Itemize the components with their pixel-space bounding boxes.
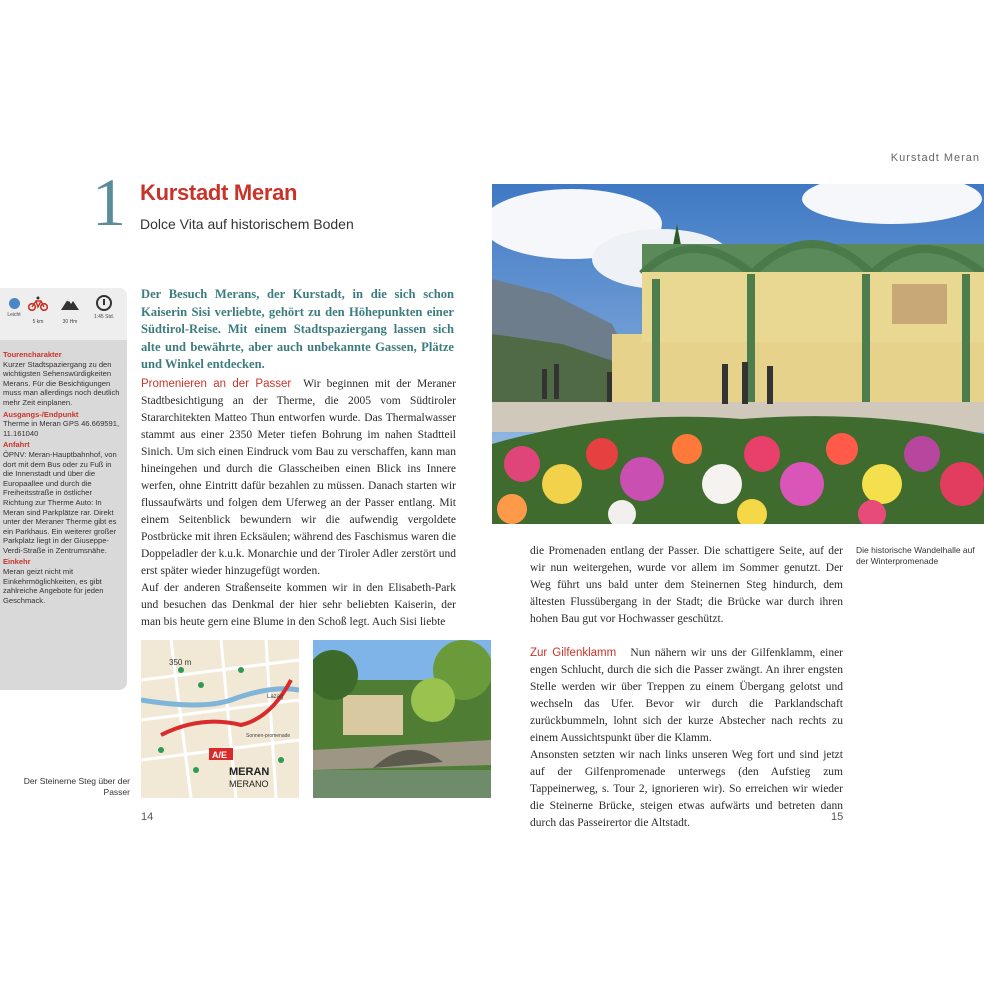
chapter-subtitle: Dolce Vita auf historischem Boden <box>140 216 354 232</box>
map-label-meran: MERAN <box>229 766 270 778</box>
info-section-text: ÖPNV: Meran-Hauptbahnhof, von dort mit dem Bus oder zu Fuß in die Innenstadt und über die Europaallee und durch die Freiheitsstraße in östlicher Richtung zur Therme Auto: In Meran sind Parkplätze rar. Direkt unter der Meraner Therme gibt es ein Parkhaus. Ein weiterer großer Parkplatz liegt in der Giuseppe-Verdi-Straße in Zentrumsnähe. <box>3 449 117 555</box>
left-text-column <box>141 376 456 631</box>
info-section-text: Kurzer Stadtspaziergang zu den wichtigsten Sehenswürdigkeiten Merans. Für die Besichtigungen muss man allerdings noch deutlich mehr Zeit einplanen. <box>3 359 120 407</box>
page-number-left: 14 <box>141 811 154 823</box>
page-number-right: 15 <box>831 811 844 823</box>
map-label-merano: MERANO <box>229 779 269 789</box>
body-paragraph: Auf der anderen Straßenseite kommen wir in den Elisabeth-Park und besuchen das Denkmal der hier sehr beliebten Kaiserin, der man bis heute gern eine Blume in den Schoß legt. Auch Sisi liebte <box>141 582 456 628</box>
bike-icon <box>28 296 48 311</box>
elevation-label: 30 Hm <box>62 319 78 325</box>
elevation-icon <box>60 296 80 311</box>
body-paragraph: Nun nähern wir uns der Gilfenklamm, einer engen Schlucht, durch die sich die Passer zwängt. An ihrer engsten Stelle werden wir über Treppen zu einem Übergang gelotst und wechseln das Ufer. Bevor wir durch die Parklandschaft zurückbummeln, lohnt sich der kurze Abstecher nach rechts zu einem Aussichtspunkt über die Klamm. <box>530 647 843 744</box>
map-route-badge: A/E <box>212 750 228 760</box>
map-street-label: Sonnen-promenade <box>246 733 291 739</box>
duration-stat <box>90 294 118 320</box>
body-paragraph: die Promenaden entlang der Passer. Die schattigere Seite, auf der wir nun weitergehen, wurde vor allem im Sommer genutzt. Der Weg führt uns bald unter dem Steinernen Steg hindurch, dem ältesten Flussübergang in der Stadt; die Brücke war durch ihren hohen Bau gut vor Hochwasser geschützt. <box>530 545 843 625</box>
tour-info-box <box>0 288 127 690</box>
chapter-title: Kurstadt Meran <box>140 180 298 205</box>
tour-info-text <box>3 350 121 607</box>
info-section-text: Therme in Meran GPS 46.669591, 11.161040 <box>3 419 120 438</box>
wandelhalle-illustration <box>492 184 984 524</box>
intro-paragraph: Der Besuch Merans, der Kurstadt, in die sich schon Kaiserin Sisi verliebte, gehört zu den Höhepunkten einer Südtirol-Reise. Mit einem Stadtspaziergang lassen sich alte und bewährte, aber auch unbekannte Gassen, Plätze und Winkel entdecken. <box>141 287 454 372</box>
map-street-label: Lazag <box>267 694 284 700</box>
info-section-title: Einkehr <box>3 557 31 567</box>
clock-icon <box>96 295 112 311</box>
bridge-photo-caption: Der Steinerne Steg über der Passer <box>23 776 130 797</box>
difficulty-label: Leicht <box>7 312 21 318</box>
subheading-promenade: Promenieren an der Passer <box>141 378 292 390</box>
map-scale: 350 m <box>169 658 192 667</box>
main-photo-wandelhalle <box>492 184 984 524</box>
distance-label: 5 km <box>32 319 44 325</box>
tour-stats-bar <box>0 288 127 340</box>
duration-label: 1:45 Std. <box>93 314 114 320</box>
bridge-photo <box>313 640 491 798</box>
running-title: Kurstadt Meran <box>890 152 980 164</box>
info-section-title: Anfahrt <box>3 440 30 450</box>
distance-stat <box>24 294 52 325</box>
body-paragraph: Wir beginnen mit der Meraner Stadtbesichtigung an der Therme, die 2005 vom Südtiroler Stararchitekten Matteo Thun entworfen wurde. Das Thermalwasser stammt aus einer 2350 Meter tiefen Bohrung im nahen Stadtteil Sinich. Um sich einen Eindruck vom Bau zu verschaffen, kann man hineingehen und durch die Glasscheiben einen Blick ins Innere werfen, ohne Eintritt dafür bezahlen zu müssen. Danach starten wir flussaufwärts und folgen dem Uferweg an der Passer entlang. Mit einem Seitenblick bewundern wir die aufwendig vergoldete Postbrücke mit ihren Ecksäulen; während des Faschismus waren die Doppeladler der k.u.k. Monarchie und der Tiroler Adler zerstört und erst später wieder hinzugefügt worden. <box>141 378 456 577</box>
city-map-illustration <box>141 640 299 798</box>
steinerner-steg-illustration <box>313 640 491 798</box>
body-paragraph: Ansonsten setzten wir nach links unseren Weg fort und sind jetzt auf der Gilfenpromenade unterwegs (den Aufstieg zum Tappeinerweg, s. Tour 2, ignorieren wir). So erreichen wir wieder die Steinerne Brücke, steigen etwas aufwärts und betreten dann durch das Passeirertor die Altstadt. <box>530 749 843 829</box>
info-section-title: Ausgangs-/Endpunkt <box>3 409 79 419</box>
route-map <box>141 640 299 798</box>
difficulty-dot-icon <box>9 298 20 309</box>
right-text-column <box>530 543 843 832</box>
info-section-title: Tourencharakter <box>3 350 62 359</box>
subheading-gilfenklamm: Zur Gilfenklamm <box>530 647 617 659</box>
chapter-number: 1 <box>92 164 126 240</box>
main-photo-caption: Die historische Wandelhalle auf der Winterpromenade <box>856 545 975 566</box>
info-section-text: Meran geizt nicht mit Einkehrmöglichkeiten, es gibt zahlreiche Angebote für jeden Geschmack. <box>3 567 104 605</box>
elevation-stat <box>56 294 84 325</box>
